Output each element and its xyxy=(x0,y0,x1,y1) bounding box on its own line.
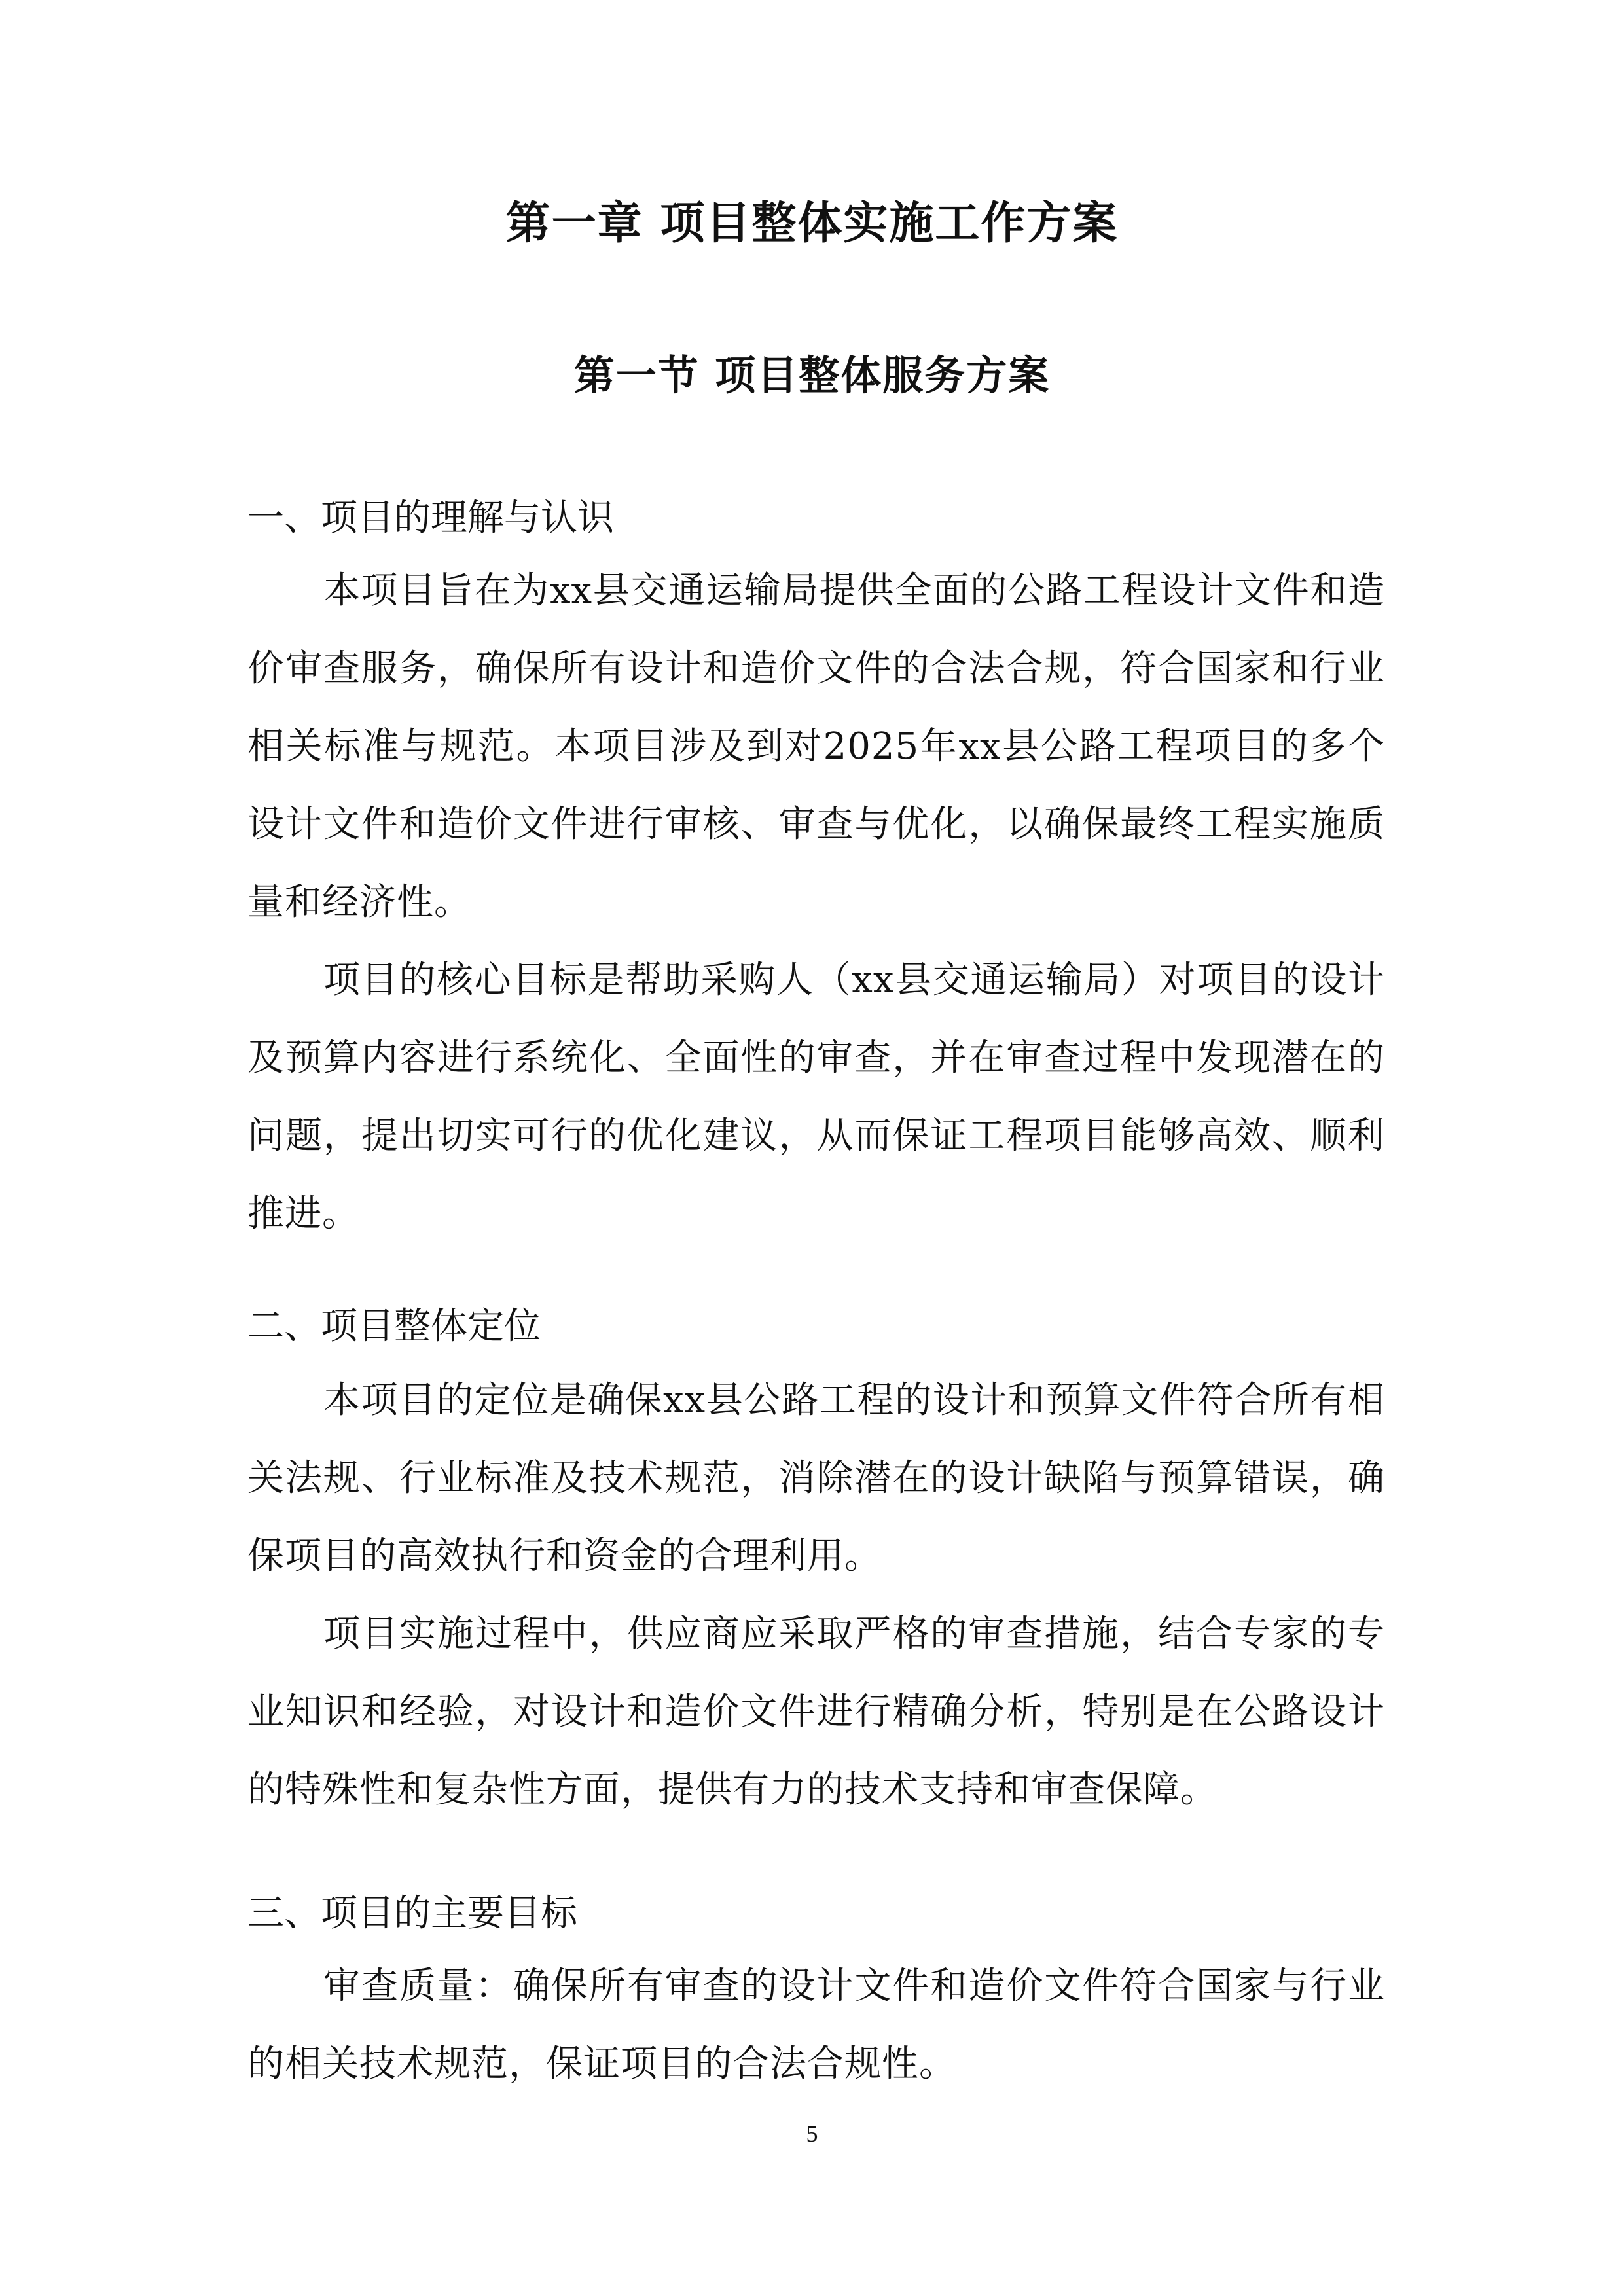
page-number: 5 xyxy=(806,2121,818,2147)
paragraph: 本项目旨在为xx县交通运输局提供全面的公路工程设计文件和造价审查服务，确保所有设计和造价文件的合法合规，符合国家和行业相关标准与规范。本项目涉及到对2025年xx县公路工程项目的多个设计文件和造价文件进行审核、审查与优化，以确保最终工程实施质量和经济性。 xyxy=(247,569,1385,924)
paragraph: 项目的核心目标是帮助采购人（xx县交通运输局）对项目的设计及预算内容进行系统化、全面性的审查，并在审查过程中发现潜在的问题，提出切实可行的优化建议，从而保证工程项目能够高效、顺利推进。 xyxy=(247,959,1385,1235)
paragraph: 审查质量：确保所有审查的设计文件和造价文件符合国家与行业的相关技术规范，保证项目的合法合规性。 xyxy=(247,1965,1385,2085)
paragraph: 本项目的定位是确保xx县公路工程的设计和预算文件符合所有相关法规、行业标准及技术规范，消除潜在的设计缺陷与预算错误，确保项目的高效执行和资金的合理利用。 xyxy=(247,1379,1385,1577)
section-heading-positioning: 二、项目整体定位 xyxy=(247,1305,541,1348)
section-title: 第一节 项目整体服务方案 xyxy=(573,351,1051,399)
chapter-title: 第一章 项目整体实施工作方案 xyxy=(505,198,1119,249)
section-heading-main-goals: 三、项目的主要目标 xyxy=(247,1892,577,1935)
section-heading-understanding: 一、项目的理解与认识 xyxy=(247,497,614,539)
paragraph: 项目实施过程中，供应商应采取严格的审查措施，结合专家的专业知识和经验，对设计和造价文件进行精确分析，特别是在公路设计的特殊性和复杂性方面，提供有力的技术支持和审查保障。 xyxy=(247,1613,1385,1811)
